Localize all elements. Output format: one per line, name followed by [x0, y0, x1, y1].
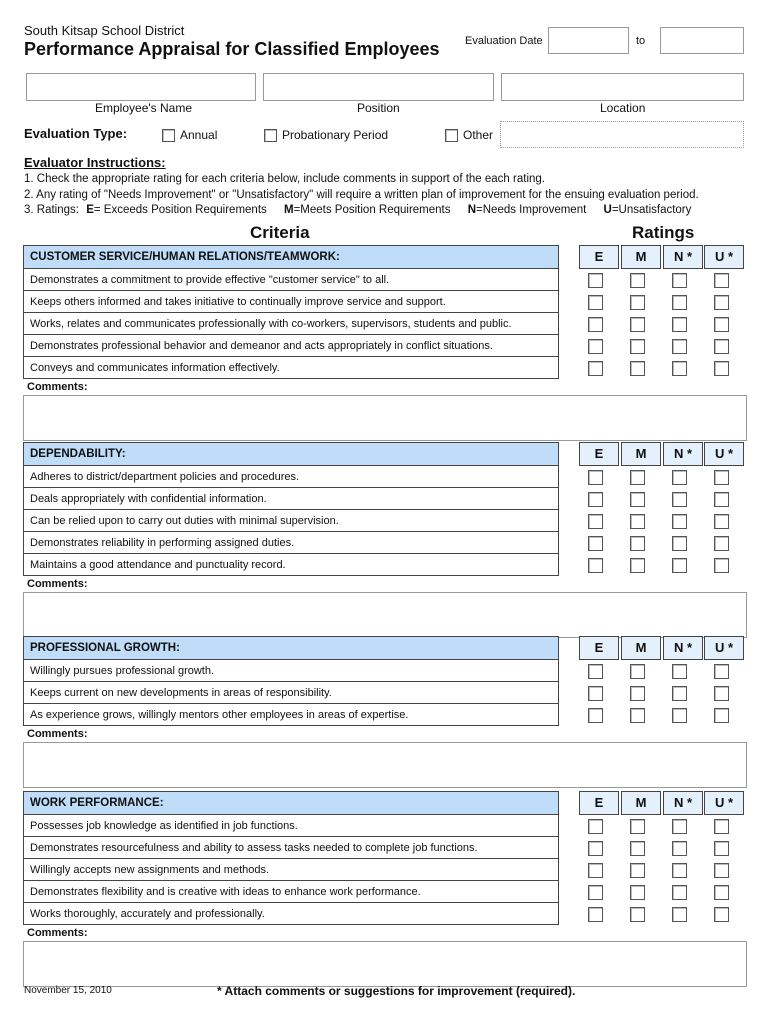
location-input[interactable] [501, 73, 744, 101]
rating-header: N * [663, 636, 703, 660]
footer-note: * Attach comments or suggestions for improvement (required). [217, 984, 576, 998]
rating-header: U * [704, 636, 744, 660]
ratings-column-title: Ratings [632, 223, 695, 242]
rating-checkbox[interactable] [588, 907, 603, 922]
form-title: Performance Appraisal for Classified Employees [24, 39, 440, 59]
probationary-option-label: Probationary Period [282, 128, 389, 142]
rating-checkbox[interactable] [588, 339, 603, 354]
rating-checkbox[interactable] [714, 317, 729, 332]
rating-checkbox[interactable] [672, 536, 687, 551]
rating-checkbox[interactable] [588, 536, 603, 551]
rating-header: N * [663, 791, 703, 815]
rating-checkbox[interactable] [588, 273, 603, 288]
evaluation-date-from-input[interactable] [548, 27, 629, 54]
criteria-row: Works, relates and communicates professionally with co-workers, supervisors, students and public. [23, 313, 559, 335]
annual-checkbox[interactable] [162, 129, 175, 142]
rating-key-e-text: = Exceeds Position Requirements [93, 204, 267, 216]
employee-name-label: Employee's Name [95, 101, 192, 115]
instruction-line-1: 1. Check the appropriate rating for each criteria below, include comments in support of the each rating. [24, 173, 545, 185]
rating-checkbox[interactable] [714, 514, 729, 529]
rating-checkbox[interactable] [630, 558, 645, 573]
section-header: WORK PERFORMANCE: [23, 791, 559, 815]
criteria-row: Demonstrates resourcefulness and ability to assess tasks needed to complete job functions. [23, 837, 559, 859]
rating-checkbox[interactable] [588, 819, 603, 834]
rating-checkbox[interactable] [672, 841, 687, 856]
rating-checkbox[interactable] [672, 514, 687, 529]
rating-checkbox[interactable] [672, 273, 687, 288]
position-input[interactable] [263, 73, 494, 101]
rating-header: E [579, 636, 619, 660]
location-label: Location [600, 101, 646, 115]
criteria-row: Adheres to district/department policies and procedures. [23, 466, 559, 488]
rating-checkbox[interactable] [672, 885, 687, 900]
rating-checkbox[interactable] [672, 492, 687, 507]
criteria-row: Works thoroughly, accurately and professionally. [23, 903, 559, 925]
position-label: Position [357, 101, 400, 115]
to-label: to [636, 35, 646, 47]
rating-checkbox[interactable] [714, 536, 729, 551]
rating-checkbox[interactable] [588, 686, 603, 701]
evaluation-type-label: Evaluation Type: [24, 126, 128, 141]
rating-checkbox[interactable] [588, 558, 603, 573]
criteria-row: As experience grows, willingly mentors other employees in areas of expertise. [23, 704, 559, 726]
criteria-row: Demonstrates reliability in performing assigned duties. [23, 532, 559, 554]
rating-checkbox[interactable] [630, 686, 645, 701]
comments-input[interactable] [23, 941, 747, 987]
criteria-row: Willingly accepts new assignments and methods. [23, 859, 559, 881]
criteria-row: Possesses job knowledge as identified in job functions. [23, 815, 559, 837]
rating-checkbox[interactable] [714, 863, 729, 878]
rating-checkbox[interactable] [588, 863, 603, 878]
comments-label: Comments: [27, 381, 88, 393]
rating-checkbox[interactable] [630, 361, 645, 376]
instruction-line-3 [24, 204, 691, 216]
comments-input[interactable] [23, 742, 747, 788]
rating-checkbox[interactable] [588, 470, 603, 485]
other-input[interactable] [500, 121, 744, 148]
instructions-title: Evaluator Instructions: [24, 155, 166, 170]
criteria-row: Maintains a good attendance and punctuality record. [23, 554, 559, 576]
criteria-row: Keeps current on new developments in areas of responsibility. [23, 682, 559, 704]
rating-checkbox[interactable] [714, 339, 729, 354]
rating-checkbox[interactable] [714, 273, 729, 288]
rating-checkbox[interactable] [714, 664, 729, 679]
rating-checkbox[interactable] [630, 295, 645, 310]
rating-checkbox[interactable] [630, 317, 645, 332]
rating-checkbox[interactable] [630, 885, 645, 900]
rating-checkbox[interactable] [672, 708, 687, 723]
rating-checkbox[interactable] [714, 492, 729, 507]
rating-checkbox[interactable] [714, 686, 729, 701]
rating-checkbox[interactable] [714, 819, 729, 834]
district-name: South Kitsap School District [24, 23, 185, 38]
rating-checkbox[interactable] [588, 841, 603, 856]
criteria-row: Demonstrates a commitment to provide effective "customer service" to all. [23, 269, 559, 291]
rating-checkbox[interactable] [672, 863, 687, 878]
rating-checkbox[interactable] [714, 295, 729, 310]
rating-checkbox[interactable] [714, 470, 729, 485]
rating-checkbox[interactable] [672, 686, 687, 701]
rating-checkbox[interactable] [630, 841, 645, 856]
rating-key-u-code: U [603, 204, 612, 216]
rating-checkbox[interactable] [714, 361, 729, 376]
rating-header: E [579, 791, 619, 815]
criteria-row: Conveys and communicates information effectively. [23, 357, 559, 379]
section-header: CUSTOMER SERVICE/HUMAN RELATIONS/TEAMWORK: [23, 245, 559, 269]
criteria-row: Deals appropriately with confidential information. [23, 488, 559, 510]
rating-checkbox[interactable] [630, 819, 645, 834]
rating-key-e-code: E [86, 204, 94, 216]
rating-checkbox[interactable] [672, 361, 687, 376]
rating-checkbox[interactable] [672, 295, 687, 310]
section-header: PROFESSIONAL GROWTH: [23, 636, 559, 660]
rating-header: U * [704, 791, 744, 815]
rating-header: U * [704, 245, 744, 269]
rating-key-u-text: =Unsatisfactory [611, 204, 692, 216]
rating-checkbox[interactable] [630, 339, 645, 354]
criteria-row: Willingly pursues professional growth. [23, 660, 559, 682]
criteria-row: Demonstrates professional behavior and demeanor and acts appropriately in conflict situations. [23, 335, 559, 357]
annual-option-label: Annual [180, 128, 218, 142]
other-option-label: Other [463, 128, 494, 142]
rating-checkbox[interactable] [588, 885, 603, 900]
rating-key-m-text: =Meets Position Requirements [293, 204, 451, 216]
footer-date: November 15, 2010 [24, 985, 112, 996]
rating-checkbox[interactable] [672, 558, 687, 573]
rating-checkbox[interactable] [630, 514, 645, 529]
evaluation-date-to-input[interactable] [660, 27, 744, 54]
rating-key-m-code: M [283, 204, 294, 216]
rating-header: U * [704, 442, 744, 466]
rating-header: M [621, 636, 661, 660]
rating-checkbox[interactable] [588, 361, 603, 376]
rating-checkbox[interactable] [630, 664, 645, 679]
criteria-column-title: Criteria [250, 223, 310, 242]
criteria-row: Can be relied upon to carry out duties with minimal supervision. [23, 510, 559, 532]
comments-label: Comments: [27, 578, 88, 590]
criteria-row: Demonstrates flexibility and is creative with ideas to enhance work performance. [23, 881, 559, 903]
rating-checkbox[interactable] [714, 708, 729, 723]
rating-checkbox[interactable] [630, 273, 645, 288]
rating-checkbox[interactable] [630, 907, 645, 922]
rating-checkbox[interactable] [588, 664, 603, 679]
rating-header: N * [663, 245, 703, 269]
rating-checkbox[interactable] [588, 492, 603, 507]
rating-header: N * [663, 442, 703, 466]
rating-header: M [621, 245, 661, 269]
rating-checkbox[interactable] [630, 536, 645, 551]
rating-checkbox[interactable] [588, 514, 603, 529]
comments-input[interactable] [23, 592, 747, 638]
rating-checkbox[interactable] [672, 339, 687, 354]
rating-checkbox[interactable] [630, 492, 645, 507]
probationary-checkbox[interactable] [264, 129, 277, 142]
rating-key-n-code: N [467, 204, 477, 216]
rating-checkbox[interactable] [630, 708, 645, 723]
rating-checkbox[interactable] [630, 470, 645, 485]
rating-checkbox[interactable] [630, 863, 645, 878]
rating-checkbox[interactable] [672, 907, 687, 922]
employee-name-input[interactable] [26, 73, 256, 101]
rating-checkbox[interactable] [672, 664, 687, 679]
rating-checkbox[interactable] [588, 317, 603, 332]
comments-label: Comments: [27, 927, 88, 939]
rating-checkbox[interactable] [588, 295, 603, 310]
rating-checkbox[interactable] [714, 907, 729, 922]
instruction-line-2: 2. Any rating of "Needs Improvement" or "Unsatisfactory" will require a written plan of improvement for the ensuing evaluation period. [24, 189, 699, 201]
rating-checkbox[interactable] [672, 317, 687, 332]
rating-checkbox[interactable] [672, 470, 687, 485]
comments-input[interactable] [23, 395, 747, 441]
rating-header: E [579, 442, 619, 466]
comments-label: Comments: [27, 728, 88, 740]
rating-checkbox[interactable] [588, 708, 603, 723]
rating-header: M [621, 442, 661, 466]
rating-checkbox[interactable] [672, 819, 687, 834]
rating-checkbox[interactable] [714, 885, 729, 900]
criteria-row: Keeps others informed and takes initiative to continually improve service and support. [23, 291, 559, 313]
rating-header: E [579, 245, 619, 269]
other-checkbox[interactable] [445, 129, 458, 142]
rating-header: M [621, 791, 661, 815]
rating-checkbox[interactable] [714, 841, 729, 856]
section-header: DEPENDABILITY: [23, 442, 559, 466]
rating-key-n-text: =Needs Improvement [476, 204, 587, 216]
evaluation-date-label: Evaluation Date [465, 35, 543, 47]
ratings-prefix: 3. Ratings: [24, 204, 79, 216]
rating-checkbox[interactable] [714, 558, 729, 573]
